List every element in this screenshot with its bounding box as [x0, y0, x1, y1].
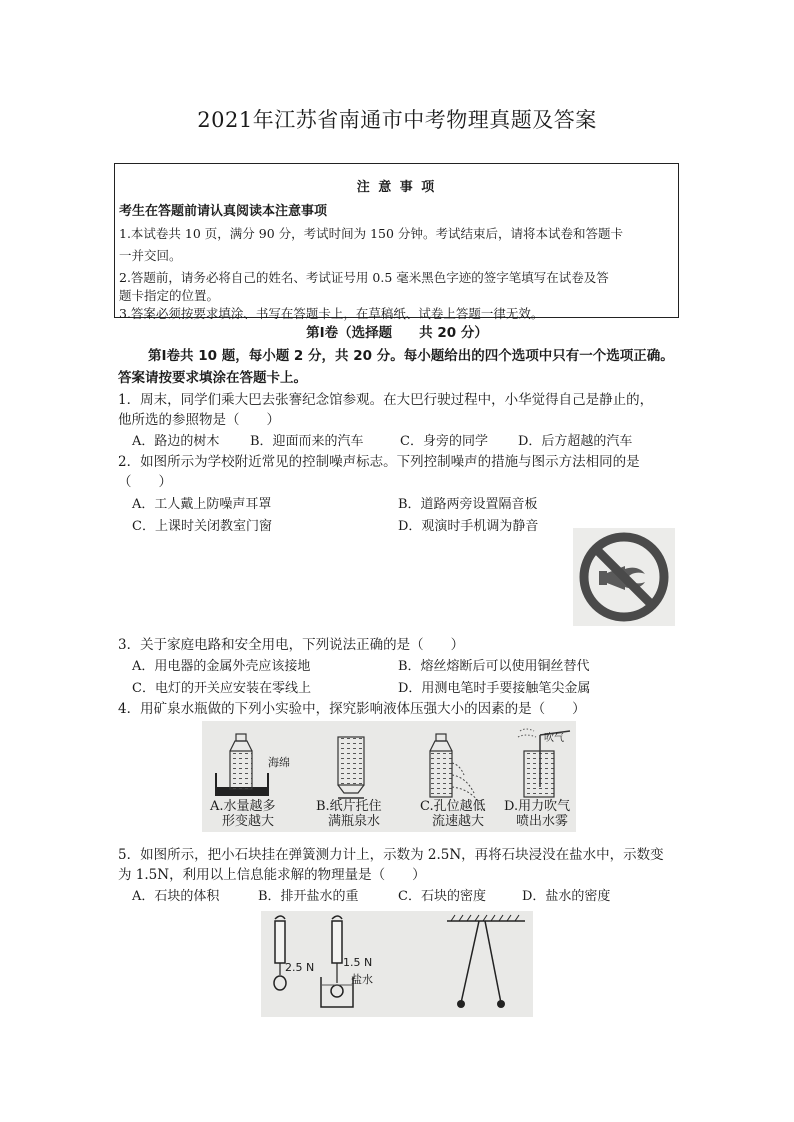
- notice-box: [114, 163, 679, 321]
- notice-line: 题卡指定的位置。: [119, 288, 220, 303]
- sponge-label: 海绵: [268, 756, 290, 769]
- caption-c: [420, 799, 486, 829]
- question-5-option-a: A．石块的体积: [132, 889, 220, 904]
- caption-b: [316, 799, 382, 829]
- question-2-option-b: B．道路两旁设置隔音板: [398, 497, 538, 512]
- notice-heading: 注 意 事 项: [356, 180, 437, 195]
- no-horn-sign-figure: [573, 528, 675, 626]
- question-1-option-a: A．路边的树木: [132, 434, 220, 449]
- question-3-stem: 3．关于家庭电路和安全用电，下列说法正确的是（ ）: [118, 637, 465, 653]
- question-5-option-d: D．盐水的密度: [522, 889, 611, 904]
- question-1-option-c: C．身旁的同学: [400, 434, 488, 449]
- question-5-stem: 5．如图所示，把小石块挂在弹簧测力计上，示数为 2.5N，再将石块浸没在盐水中，示数变: [118, 847, 664, 863]
- caption-d-line-2: 喷出水雾: [516, 814, 569, 829]
- notice-line: 3.答案必须按要求填涂、书写在答题卡上，在草稿纸、试卷上答题一律无效。: [119, 306, 544, 321]
- caption-c-line-1: C.孔位越低: [420, 799, 486, 814]
- caption-b-line-1: B.纸片托住: [316, 799, 382, 814]
- question-1-stem: 1．周末，同学们乘大巴去张謇纪念馆参观。在大巴行驶过程中，小华觉得自己是静止的，: [118, 392, 654, 408]
- reading-1-label: 2.5 N: [285, 961, 315, 974]
- question-2-stem: （ ）: [118, 474, 172, 490]
- no-horn-icon: [573, 528, 675, 626]
- question-4-stem: 4．用矿泉水瓶做的下列小实验中，探究影响液体压强大小的因素的是（ ）: [118, 701, 586, 717]
- question-3-option-d: D．用测电笔时手要接触笔尖金属: [398, 681, 591, 696]
- caption-d: [504, 799, 570, 829]
- salt-water-label: 盐水: [351, 973, 373, 986]
- section-instruction: 第Ⅰ卷共 10 题，每小题 2 分，共 20 分。每小题给出的四个选项中只有一个选项正确。: [148, 348, 674, 364]
- question-1-option-b: B．迎面而来的汽车: [250, 434, 364, 449]
- question-3-option-b: B．熔丝熔断后可以使用铜丝替代: [398, 659, 590, 674]
- notice-line: 1.本试卷共 10 页，满分 90 分，考试时间为 150 分钟。考试结束后，请将本试卷和答题卡: [119, 226, 623, 241]
- caption-d-line-1: D.用力吹气: [504, 799, 571, 814]
- caption-b-line-2: 满瓶泉水: [328, 814, 381, 829]
- caption-c-line-2: 流速越大: [432, 814, 485, 829]
- question-2-option-a: A．工人戴上防噪声耳罩: [132, 497, 272, 512]
- caption-a-line-1: A.水量越多: [210, 799, 276, 814]
- question-5-stem: 为 1.5N，利用以上信息能求解的物理量是（ ）: [118, 867, 426, 883]
- question-2-stem: 2．如图所示为学校附近常见的控制噪声标志。下列控制噪声的措施与图示方法相同的是: [118, 454, 640, 470]
- question-1-option-d: D．后方超越的汽车: [518, 434, 633, 449]
- question-2-option-c: C．上课时关闭教室门窗: [132, 519, 272, 534]
- section-instruction: 答案请按要求填涂在答题卡上。: [118, 370, 307, 386]
- bottle-experiments-figure: [202, 721, 576, 832]
- notice-subheading: 考生在答题前请认真阅读本注意事项: [119, 204, 328, 219]
- page-title: 2021年江苏省南通市中考物理真题及答案: [197, 108, 597, 132]
- question-2-option-d: D．观演时手机调为静音: [398, 519, 539, 534]
- section-title: 第Ⅰ卷（选择题 共 20 分）: [306, 325, 488, 341]
- question-5-option-b: B．排开盐水的重: [258, 889, 359, 904]
- caption-a: [210, 799, 276, 829]
- spring-scale-figure: [261, 911, 533, 1017]
- question-5-option-c: C．石块的密度: [398, 889, 486, 904]
- notice-line: 一并交回。: [119, 248, 182, 263]
- notice-line: 2.答题前，请务必将自己的姓名、考试证号用 0.5 毫米黑色字迹的签字笔填写在试卷及答: [119, 270, 609, 285]
- blow-label: 吹气: [544, 733, 564, 744]
- caption-a-line-2: 形变越大: [222, 814, 275, 829]
- question-3-option-c: C．电灯的开关应安装在零线上: [132, 681, 311, 696]
- question-1-stem: 他所选的参照物是（ ）: [118, 412, 280, 428]
- question-3-option-a: A．用电器的金属外壳应该接地: [132, 659, 311, 674]
- reading-2-label: 1.5 N: [343, 956, 373, 969]
